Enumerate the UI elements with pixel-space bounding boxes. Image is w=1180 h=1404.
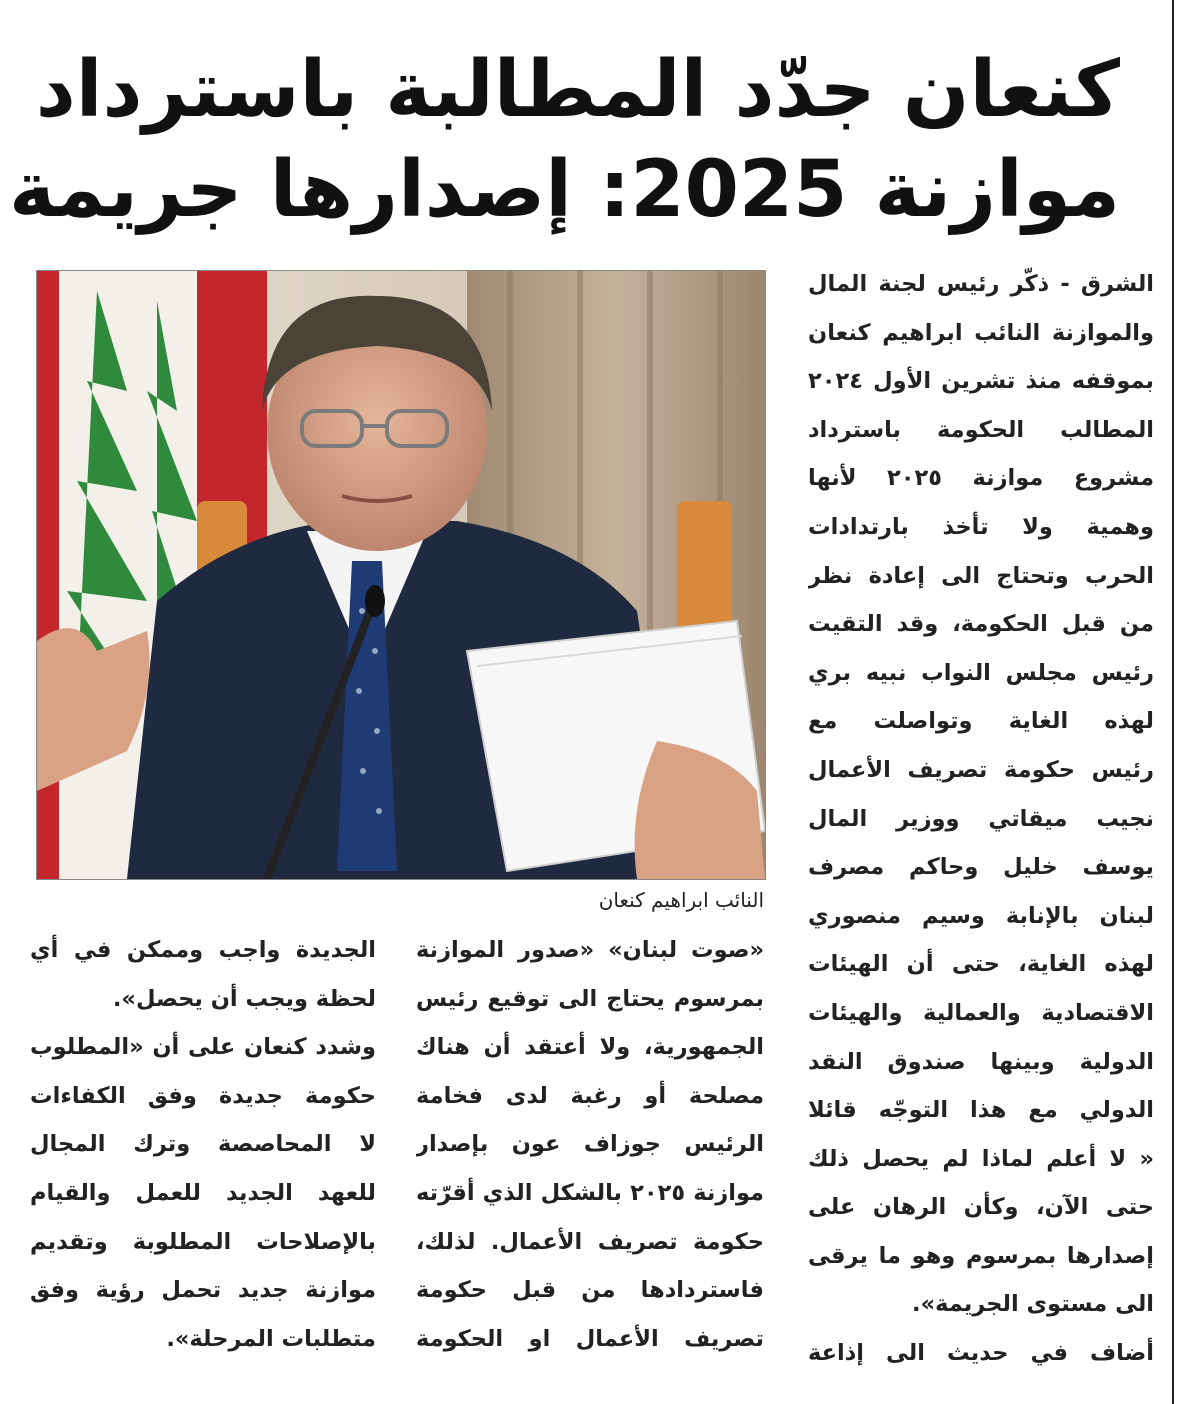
text-line: « لا أعلم لماذا لم يحصل ذلك [808,1145,1154,1172]
text-line: وشدد كنعان على أن «المطلوب [30,1034,376,1061]
text-line: لهذه الغاية وتواصلت مع [808,708,1154,735]
text-line: لحظة ويجب أن يحصل». [112,985,376,1012]
text-line: لا المحاصصة وترك المجال [30,1131,376,1158]
text-line: مشروع موازنة ٢٠٢٥ لأنها [808,465,1154,492]
text-line: أضاف في حديث الى إذاعة [808,1340,1154,1367]
text-line: نجيب ميقاتي ووزير المال [808,805,1154,832]
text-line: حكومة جديدة وفق الكفاءات [30,1082,376,1109]
text-line: حتى الآن، وكأن الرهان على [808,1194,1154,1221]
text-line: الاقتصادية والعمالية والهيئات [808,999,1154,1026]
text-line: والموازنة النائب ابراهيم كنعان [808,319,1154,346]
text-line: الى مستوى الجريمة». [912,1291,1154,1318]
text-line: الدولية وبينها صندوق النقد [808,1048,1154,1075]
article-photo [36,270,766,880]
headline [9,40,1120,240]
text-line: الجمهورية، ولا أعتقد أن هناك [416,1034,764,1061]
text-line: الجديدة واجب وممكن في أي [30,937,376,963]
text-line: يوسف خليل وحاكم مصرف [808,854,1154,881]
text-line: لبنان بالإنابة وسيم منصوري [808,902,1154,929]
column-rule [1172,0,1174,1404]
text-line: المطالب الحكومة باسترداد [808,416,1154,443]
text-line: إصدارها بمرسوم وهو ما يرقى [808,1242,1154,1269]
text-line: الرئيس جوزاف عون بإصدار [416,1131,764,1158]
text-line: لهذه الغاية، حتى أن الهيئات [808,951,1154,978]
text-line: موازنة جديد تحمل رؤية وفق [30,1277,376,1304]
text-line: متطلبات المرحلة». [166,1325,376,1352]
text-line: تصريف الأعمال او الحكومة [416,1325,764,1352]
text-line: وهمية ولا تأخذ بارتدادات [808,513,1154,540]
text-line: حكومة تصريف الأعمال. لذلك، [416,1228,764,1255]
article-column-left [30,926,376,1363]
headline-line-1: كنعان جدّد المطالبة باسترداد [35,45,1120,135]
text-line: موازنة ٢٠٢٥ بالشكل الذي أقرّته [416,1179,764,1206]
photo-caption: النائب ابراهيم كنعان [598,888,764,912]
text-line: للعهد الجديد للعمل والقيام [30,1179,376,1206]
text-line: الحرب وتحتاج الى إعادة نظر [808,562,1154,589]
photo-illustration [37,271,765,879]
text-line: رئيس حكومة تصريف الأعمال [808,756,1154,783]
text-line: بمرسوم يحتاج الى توقيع رئيس [416,985,764,1012]
article-column-right [808,260,1154,1378]
text-line: بموقفه منذ تشرين الأول ٢٠٢٤ [808,368,1154,395]
text-line: الدولي مع هذا التوجّه قائلا [808,1097,1154,1124]
headline-line-2: موازنة 2025: إصدارها جريمة [9,145,1120,235]
text-line: «صوت لبنان» «صدور الموازنة [416,937,764,963]
text-line: فاستردادها من قبل حكومة [416,1277,764,1304]
text-line: بالإصلاحات المطلوبة وتقديم [30,1228,376,1255]
text-line: مصلحة أو رغبة لدى فخامة [416,1082,764,1109]
text-line: رئيس مجلس النواب نبيه بري [808,659,1154,686]
text-line: من قبل الحكومة، وقد التقيت [808,611,1154,638]
article-column-middle [416,926,764,1363]
text-line: الشرق - ذكّر رئيس لجنة المال [808,271,1154,297]
